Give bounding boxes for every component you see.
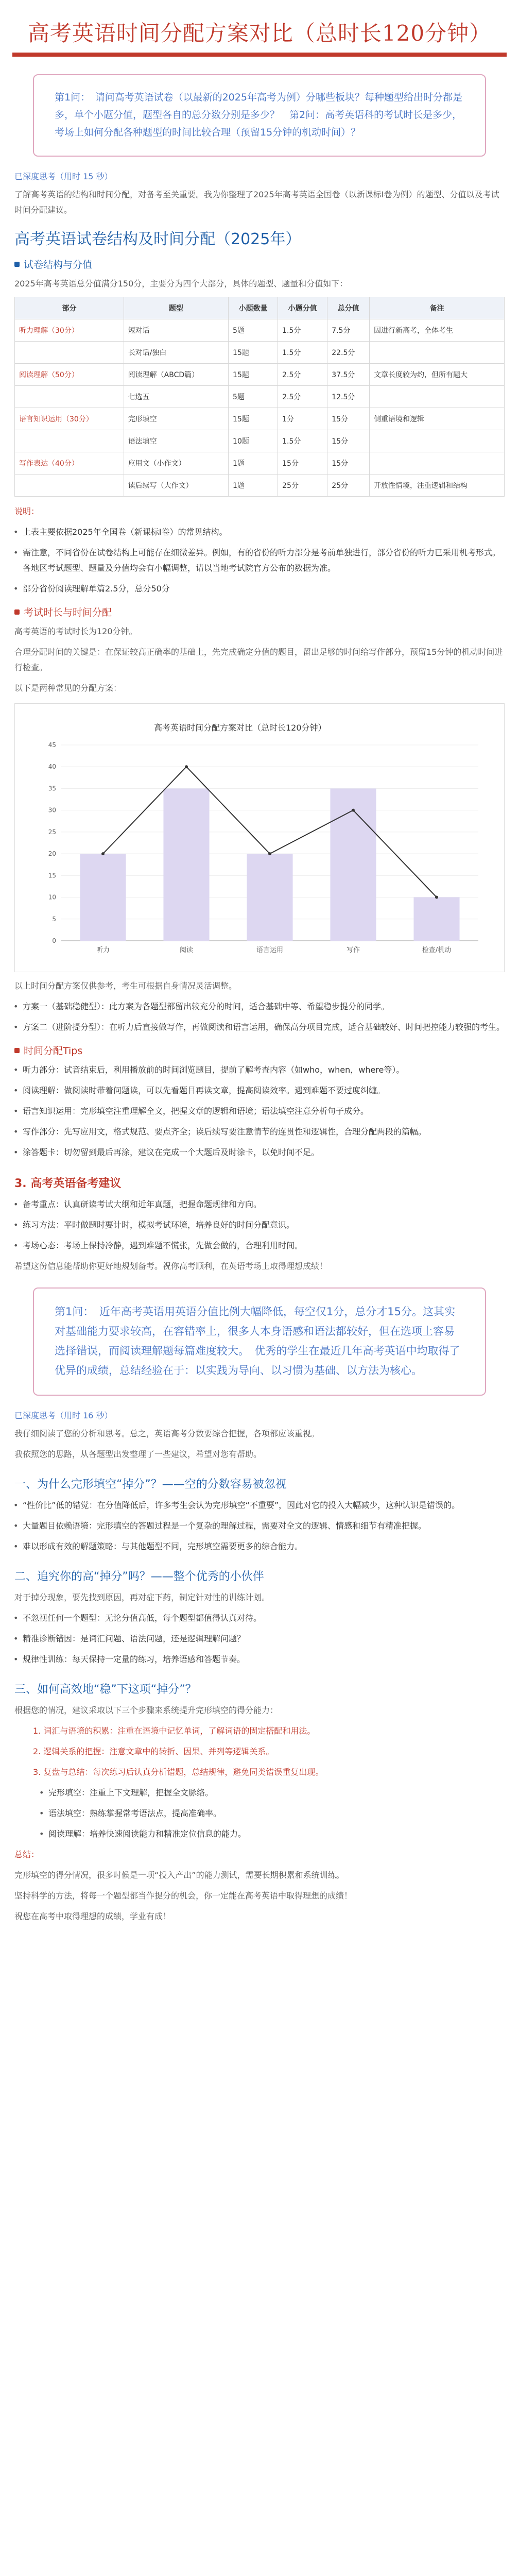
table-cell: 文章长度较为约，但所有题大 (370, 364, 505, 386)
table-row (15, 452, 505, 474)
chart-y-tick: 5 (52, 915, 56, 923)
table-cell: 1题 (229, 474, 278, 497)
note-item: • 部分省份阅读理解单篇2.5分，总分50分 (23, 581, 505, 597)
chart-bar (247, 854, 292, 941)
square-icon (14, 1048, 20, 1053)
chart-point (352, 809, 355, 812)
subheading-structure (14, 257, 505, 271)
square-icon (14, 262, 20, 267)
table-cell: 15分 (327, 452, 370, 474)
table-cell (370, 386, 505, 408)
chart-point (268, 852, 271, 855)
table-cell (15, 386, 124, 408)
section-1-item: • 大量题目依赖语境：完形填空的答题过程是一个复杂的理解过程，需要对全文的逻辑、情感和细节有精准把握。 (23, 1518, 505, 1534)
tip-item: • 阅读理解：做阅读时带着问题读，可以先看题目再读文章，提高阅读效率。遇到难题不要过度纠缠。 (23, 1083, 505, 1098)
table-row (15, 474, 505, 497)
table-cell: 5题 (229, 319, 278, 342)
table-cell: 短对话 (124, 319, 228, 342)
table-cell: 2.5分 (278, 386, 327, 408)
table-cell: 15题 (229, 342, 278, 364)
advice-item: • 考场心态：考场上保持冷静，遇到难题不慌张，先做会做的，合理利用时间。 (23, 1238, 505, 1253)
chart-y-tick: 35 (48, 785, 56, 792)
table-header: 小题数量 (229, 297, 278, 319)
table-cell: 25分 (327, 474, 370, 497)
table-row (15, 408, 505, 430)
subheading-time (14, 605, 505, 619)
chart-title: 高考英语时间分配方案对比（总时长120分钟） (154, 723, 326, 733)
chart-point (101, 852, 105, 855)
question-box-2 (33, 1287, 486, 1396)
structure-text: 2025年高考英语总分值满分150分，主要分为四个大部分，具体的题型、题量和分值如下： (14, 279, 348, 289)
table-cell: 七选五 (124, 386, 228, 408)
table-header: 总分值 (327, 297, 370, 319)
table-cell: 2.5分 (278, 364, 327, 386)
table-header: 部分 (15, 297, 124, 319)
subheading-time-label: 考试时长与时间分配 (24, 607, 112, 618)
part2-text-2: 我依照您的思路，从各题型出发整理了一些建议，希望对您有帮助。 (14, 1449, 262, 1459)
section-3-step: 1. 词汇与语境的积累：注重在语境中记忆单词，了解词语的固定搭配和用法。 (33, 1726, 316, 1736)
table-cell: 侧重语境和逻辑 (370, 408, 505, 430)
chart-footnote: 以上时间分配方案仅供参考，考生可根据自身情况灵活调整。 (14, 981, 237, 991)
section-heading-structure: 高考英语试卷结构及时间分配（2025年） (14, 230, 301, 248)
section-3-step: 2. 逻辑关系的把握：注意文章中的转折、因果、并列等逻辑关系。 (33, 1747, 274, 1756)
spacer (0, 1279, 519, 1287)
chart-bar (163, 788, 209, 941)
chart-x-tick: 检查/机动 (422, 946, 452, 954)
subheading-structure-label: 试卷结构与分值 (24, 259, 93, 270)
table-cell: 7.5分 (327, 319, 370, 342)
table-cell: 1.5分 (278, 319, 327, 342)
subheading-tips (14, 1043, 505, 1057)
table-cell: 听力理解（30分） (15, 319, 124, 342)
table-cell: 15分 (278, 452, 327, 474)
section-3-note: • 完形填空：注重上下文理解，把握全文脉络。 (48, 1785, 505, 1801)
table-cell: 1题 (229, 452, 278, 474)
section-3-text: 根据您的情况，建议采取以下三个步骤来系统提升完形填空的得分能力： (14, 1705, 279, 1715)
thinking-tag-2[interactable]: 已深度思考（用时 16 秒） (14, 1411, 113, 1420)
final-line: 祝您在高考中取得理想的成绩，学业有成！ (14, 1911, 171, 1921)
summary-text-1: 完形填空的得分情况，很多时候是一项“投入产出”的能力测试，需要长期积累和系统训练。 (14, 1870, 344, 1880)
section-1: 一、为什么完形填空“掉分”？——空的分数容易被忽视 (14, 1478, 287, 1491)
table-row (15, 364, 505, 386)
table-row (15, 342, 505, 364)
tip-item: • 涂答题卡：切勿留到最后再涂，建议在完成一个大题后及时涂卡，以免时间不足。 (23, 1145, 505, 1160)
chart-x-tick: 写作 (346, 946, 360, 954)
table-cell: 阅读理解（ABCD篇） (124, 364, 228, 386)
section-3-note: • 语法填空：熟练掌握常考语法点，提高准确率。 (48, 1806, 505, 1821)
table-row (15, 430, 505, 452)
table-cell: 应用文（小作文） (124, 452, 228, 474)
table-cell: 读后续写（大作文） (124, 474, 228, 497)
chart-y-tick: 25 (48, 828, 56, 836)
intro-text: 了解高考英语的结构和时间分配，对备考至关重要。我为你整理了2025年高考英语全国卷（以新课标I卷为例）的题型、分值以及考试时间分配建议。 (14, 190, 499, 215)
chart-y-tick: 40 (48, 763, 56, 771)
section-3-step: 3. 复盘与总结：每次练习后认真分析错题，总结规律，避免同类错误重复出现。 (33, 1767, 324, 1777)
question-text-1: 第1问： 请问高考英语试卷（以最新的2025年高考为例）分哪些板块？每种题型给出时分都是多，单个小题分值，题型各自的总分数分别是多少？ 第2问：高考英语科的考试时长是多少，考场上如何分配各种题型的时间比较合理（预留15分钟的机动时间）？ (55, 92, 462, 138)
closing-text: 希望这份信息能帮助你更好地规划备考。祝你高考顺利，在英语考场上取得理想成绩！ (14, 1261, 328, 1271)
chart-bar (80, 854, 126, 941)
tip-item: • 听力部分：试音结束后，利用播放前的时间浏览题目，提前了解考查内容（如who，when，where等）。 (23, 1062, 505, 1078)
table-cell: 1分 (278, 408, 327, 430)
table-cell (370, 430, 505, 452)
table-cell (370, 452, 505, 474)
table-row (15, 319, 505, 342)
table-row (15, 386, 505, 408)
section-1-item: • “性价比”低的错觉：在分值降低后，许多考生会认为完形填空“不重要”，因此对它的投入大幅减少，这种认识是错误的。 (23, 1498, 505, 1513)
advice-item: • 练习方法：平时做题时要计时，模拟考试环境，培养良好的时间分配意识。 (23, 1217, 505, 1233)
note-label: 说明： (14, 506, 40, 516)
table-cell: 15分 (327, 408, 370, 430)
time-text-3: 以下是两种常见的分配方案： (14, 683, 122, 693)
section-1-item: • 难以形成有效的解题策略：与其他题型不同，完形填空需要更多的综合能力。 (23, 1539, 505, 1554)
table-cell: 10题 (229, 430, 278, 452)
note-item: • 上表主要依据2025年全国卷（新课标I卷）的常见结构。 (23, 524, 505, 540)
question-box-1 (33, 74, 486, 157)
chart-y-tick: 20 (48, 850, 56, 858)
table-cell: 1.5分 (278, 430, 327, 452)
table-cell: 15分 (327, 430, 370, 452)
advice-item: • 备考重点：认真研读考试大纲和近年真题，把握命题规律和方向。 (23, 1197, 505, 1212)
table-cell (15, 474, 124, 497)
chart-y-tick: 30 (48, 806, 56, 814)
thinking-tag-1[interactable]: 已深度思考（用时 15 秒） (14, 172, 113, 181)
chart-bar (413, 897, 459, 941)
table-cell: 长对话/独白 (124, 342, 228, 364)
table-cell: 1.5分 (278, 342, 327, 364)
plan-item: • 方案二（进阶提分型）：在听力后直接做写作，再做阅读和语言运用，确保高分项目完成，适合基础较好、时间把控能力较强的考生。 (23, 1020, 505, 1035)
part2-text-1: 我仔细阅读了您的分析和思考。总之，英语高考分数要综合把握，各项都应该重视。 (14, 1429, 320, 1438)
table-cell (15, 342, 124, 364)
tip-item: • 语言知识运用：完形填空注重理解全文，把握文章的逻辑和语境；语法填空注意分析句子成分。 (23, 1104, 505, 1119)
chart-y-tick: 10 (48, 893, 56, 901)
chart-y-tick: 0 (52, 937, 56, 944)
table-header: 小题分值 (278, 297, 327, 319)
square-icon (14, 609, 20, 615)
note-item: • 需注意，不同省份在试卷结构上可能存在细微差异。例如，有的省份的听力部分是考前单独进行，部分省份的听力已采用机考形式。各地区考试题型、题量及分值均会有小幅调整，请以当地考试院官方公布的数据为准。 (23, 545, 505, 576)
subheading-tips-label: 时间分配Tips (24, 1045, 83, 1057)
section-2: 二、追究你的高“掉分”吗？——整个优秀的小伙伴 (14, 1570, 264, 1583)
table-cell (370, 342, 505, 364)
summary-text-2: 坚持科学的方法，将每一个题型都当作提分的机会，你一定能在高考英语中取得理想的成绩！ (14, 1891, 353, 1901)
table-header: 题型 (124, 297, 228, 319)
table-cell: 25分 (278, 474, 327, 497)
table-cell: 5题 (229, 386, 278, 408)
plan-item: • 方案一（基础稳健型）：此方案为各题型都留出较充分的时间，适合基础中等、希望稳步提分的同学。 (23, 999, 505, 1014)
time-text-2: 合理分配时间的关键是：在保证较高正确率的基础上，先完成确定分值的题目，留出足够的时间给写作部分，预留15分钟的机动时间进行检查。 (14, 647, 503, 672)
table-cell: 开放性情境，注重逻辑和结构 (370, 474, 505, 497)
section-advice: 3. 高考英语备考建议 (14, 1177, 122, 1190)
summary-label: 总结： (14, 1850, 40, 1859)
structure-table (14, 297, 505, 497)
chart-x-tick: 语言运用 (256, 946, 284, 954)
table-cell: 写作表达（40分） (15, 452, 124, 474)
chart-y-tick: 45 (48, 741, 56, 749)
table-cell (15, 430, 124, 452)
table-cell: 完形填空 (124, 408, 228, 430)
section-3-note: • 阅读理解：培养快速阅读能力和精准定位信息的能力。 (48, 1826, 505, 1842)
table-header: 备注 (370, 297, 505, 319)
section-2-item: • 不忽视任何一个题型：无论分值高低，每个题型都值得认真对待。 (23, 1611, 505, 1626)
section-2-text: 对于掉分现象，要先找到原因，再对症下药，制定针对性的训练计划。 (14, 1592, 270, 1602)
page-title: 高考英语时间分配方案对比（总时长120分钟） (27, 21, 492, 46)
table-cell: 15题 (229, 364, 278, 386)
section-2-item: • 精准诊断错因：是词汇问题、语法问题，还是逻辑理解问题？ (23, 1631, 505, 1647)
table-cell: 语言知识运用（30分） (15, 408, 124, 430)
table-cell: 15题 (229, 408, 278, 430)
table-cell: 阅读理解（50分） (15, 364, 124, 386)
chart-point (435, 896, 438, 899)
table-cell: 37.5分 (327, 364, 370, 386)
chart-y-tick: 15 (48, 872, 56, 879)
chart-x-tick: 听力 (96, 946, 110, 954)
table-cell: 12.5分 (327, 386, 370, 408)
table-cell: 因进行新高考，全体考生 (370, 319, 505, 342)
chart-point (185, 765, 188, 768)
section-2-item: • 规律性训练：每天保持一定量的练习，培养语感和答题节奏。 (23, 1652, 505, 1667)
tip-item: • 写作部分：先写应用文，格式规范、要点齐全；读后续写要注意情节的连贯性和逻辑性，合理分配两段的篇幅。 (23, 1124, 505, 1140)
time-text-1: 高考英语的考试时长为120分钟。 (14, 626, 137, 636)
table-cell: 语法填空 (124, 430, 228, 452)
section-3: 三、如何高效地“稳”下这项“掉分”？ (14, 1683, 197, 1696)
question-text-2: 第1问： 近年高考英语用英语分值比例大幅降低，每空仅1分，总分才15分。这其实对基础能力要求较高，在容错率上，很多人本身语感和语法都较好，但在选项上容易选择错误，而阅读理解题每篇难度较大。 优秀的学生在最近几年高考英语中均取得了优异的成绩，总结经验在于：以实践为导向、以习惯为基础、以方法为核心。 (55, 1306, 460, 1377)
table-cell: 22.5分 (327, 342, 370, 364)
title-underline (12, 53, 507, 57)
time-chart (14, 703, 505, 972)
time-chart-svg (15, 704, 504, 971)
chart-x-tick: 阅读 (179, 946, 194, 954)
